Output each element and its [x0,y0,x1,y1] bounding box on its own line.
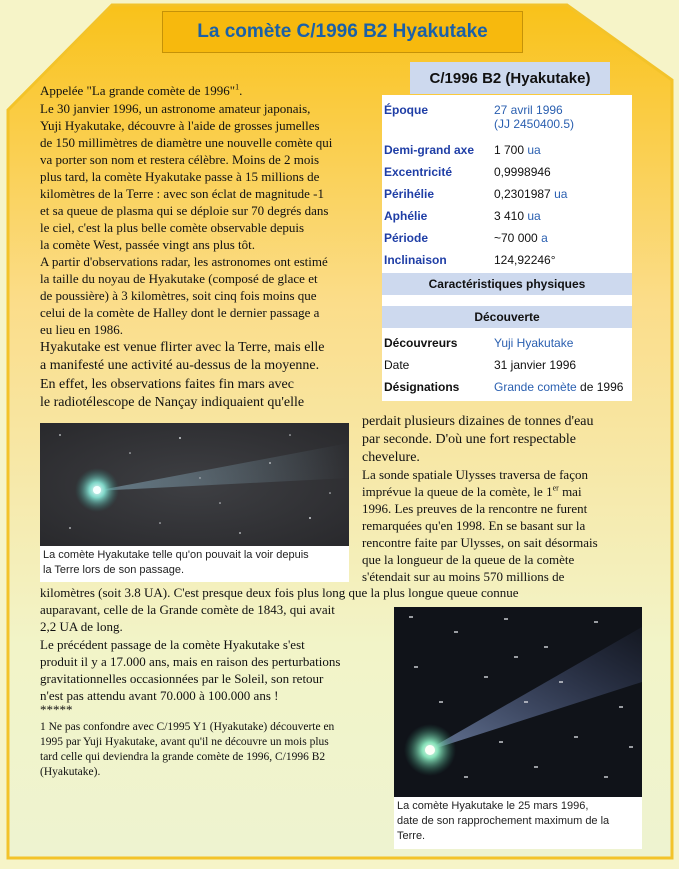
para1-line: Le 30 janvier 1996, un astronome amateur japonais, [40,101,311,116]
ua-unit-link[interactable]: ua [527,143,541,157]
footnote-line: (Hyakutake). [40,766,101,778]
para1-line: la taille du noyau de Hyakutake (composé de glace et [40,271,318,286]
footnote-line: tard celle qui deviendra la grande comète de 1996, C/1996 B2 [40,751,326,763]
para4-line: remarquées qu'en 1998. En se basant sur la [362,518,586,533]
para1-line: de 150 millimètres de diamètre une nouvelle comète qui [40,135,333,150]
infobox-row-epoque [382,103,632,137]
aphelion-value: 3 410 [494,209,525,223]
perihelion-value: 0,2301987 [494,187,551,201]
period-label[interactable]: Période [384,231,429,245]
ua-unit-link[interactable]: ua [527,209,541,223]
para5-line: auparavant, celle de la Grande comète de 1843, qui avait [40,602,335,617]
perihelion-label[interactable]: Périhélie [384,187,435,201]
para3-line: perdait plusieurs dizaines de tonnes d'eau [362,414,594,429]
para1-line: eu lieu en 1986. [40,322,124,337]
comet-image [394,607,642,797]
comet-photo-earth-view [40,423,349,546]
great-comet-link[interactable]: Grande comète [494,380,577,394]
para2-line: le radiotélescope de Nançay indiquaient qu'elle [40,395,305,410]
comet-image [40,423,349,546]
para1-line: de poussière) à 3 kilomètres, soit cinq fois moins que [40,288,317,303]
date-value: 31 janvier 1996 [494,358,577,372]
section-physical-header: Caractéristiques physiques [382,273,632,295]
para6-line: produit il y a 17.000 ans, mais en raison des perturbations [40,654,341,669]
eccentricity-value: 0,9998946 [494,165,551,179]
para3-line: chevelure. [362,450,420,465]
discoverers-value[interactable]: Yuji Hyakutake [494,336,574,350]
separator-stars: ***** [40,702,73,717]
intro-line: Appelée "La grande comète de 1996"$^1$. [40,82,243,98]
designations-label: Désignations [384,380,460,394]
para2-line: En effet, les observations faites fin mars avec [40,377,294,392]
para4-line: rencontre faite par Ulysses, on sait désormais [362,535,598,550]
para4-line: s'étendait sur au moins 570 millions de [362,569,565,584]
period-value: ~70 000 [494,231,538,245]
epoque-jj[interactable]: (JJ 2450400.5) [494,117,575,131]
para4-line: imprévue la queue de la comète, le 1er mai [362,483,582,499]
para5-line: 2,2 UA de long. [40,619,123,634]
para6-line: n'est pas attendu avant 70.000 à 100.000 ans ! [40,688,279,703]
para1-line: celui de la comète de Halley dont le dernier passage a [40,305,320,320]
ua-unit-link[interactable]: ua [554,187,568,201]
designations-rest: de 1996 [576,380,624,394]
discoverers-label: Découvreurs [384,336,458,350]
footnote-line: 1995 par Yuji Hyakutake, avant qu'il ne découvre un mois plus [40,736,329,748]
para1-line: Yuji Hyakutake, découvre à l'aide de grosses jumelles [40,118,320,133]
inclination-value: 124,92246° [494,253,556,267]
page-title: La comète C/1996 B2 Hyakutake [162,11,523,53]
para2-line: Hyakutake est venue flirter avec la Terre, mais elle [40,340,325,355]
semi-major-axis-value: 1 700 [494,143,525,157]
footnote-ref: 1 [235,82,240,92]
para1-line: A partir d'observations radar, les astronomes ont estimé [40,254,328,269]
photo1-caption: La comète Hyakutake telle qu'on pouvait la voir depuis la Terre lors de son passage. [40,546,349,582]
para1-line: et sa queue de plasma qui se déploie sur 70 degrés dans [40,203,329,218]
photo2-caption: La comète Hyakutake le 25 mars 1996, date de son rapprochement maximum de la Terre. [394,797,642,849]
semi-major-axis-label[interactable]: Demi-grand axe [384,143,475,157]
eccentricity-label[interactable]: Excentricité [384,165,453,179]
section-discovery-header: Découverte [382,306,632,328]
date-label: Date [384,358,410,372]
para4-line: La sonde spatiale Ulysses traversa de façon [362,467,588,482]
para4-line: que la longueur de la queue de la comète [362,552,575,567]
epoque-label[interactable]: Époque [384,103,428,117]
para4-line: 1996. Les preuves de la rencontre ne furent [362,501,588,516]
para1-line: la comète West, passée vingt ans plus tôt. [40,237,255,252]
epoque-value[interactable]: 27 avril 1996 [494,103,563,117]
para5-line: kilomètres (soit 3.8 UA). C'est presque deux fois plus long que la plus longue queue connue [40,585,519,600]
para1-line: va porter son nom et restera célèbre. Moins de 2 mois [40,152,320,167]
aphelion-label[interactable]: Aphélie [384,209,428,223]
infobox [382,95,632,401]
para1-line: plus tard, la comète Hyakutake passe à 15 millions de [40,169,320,184]
inclination-label[interactable]: Inclinaison [384,253,447,267]
para2-line: a manifesté une activité au-dessus de la moyenne. [40,358,320,373]
para1-line: le ciel, c'est la plus belle comète observable depuis [40,220,305,235]
year-unit-link[interactable]: a [541,231,548,245]
para6-line: Le précédent passage de la comète Hyakutake s'est [40,637,305,652]
infobox-title: C/1996 B2 (Hyakutake) [410,62,610,94]
para3-line: par seconde. D'où une fort respectable [362,432,576,447]
footnote-line: 1 Ne pas confondre avec C/1995 Y1 (Hyakutake) découverte en [40,721,335,733]
comet-photo-march-25 [394,607,642,797]
para1-line: kilomètres de la Terre : avec son éclat de magnitude -1 [40,186,325,201]
para6-line: gravitationnelles occasionnées par le Soleil, son retour [40,671,324,686]
